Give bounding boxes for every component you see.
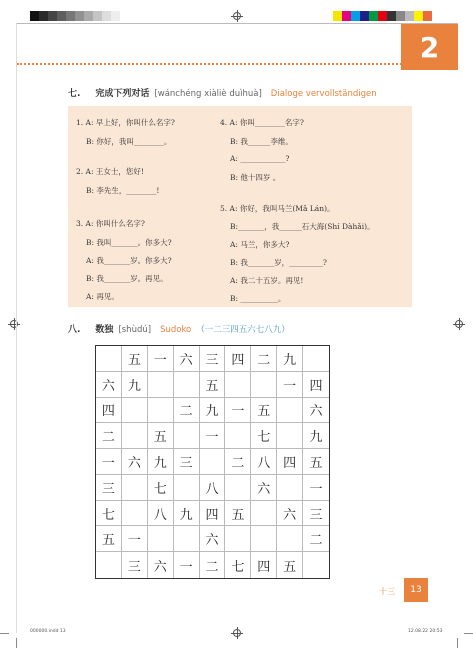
sudoku-cell: 四 xyxy=(200,501,226,527)
sudoku-cell: 二 xyxy=(96,423,122,449)
sudoku-cell: 六 xyxy=(148,552,174,578)
sudoku-cell[interactable] xyxy=(303,346,329,372)
sudoku-cell: 五 xyxy=(251,398,277,424)
sudoku-cell[interactable] xyxy=(174,423,200,449)
sudoku-cell: 三 xyxy=(174,449,200,475)
chapter-number: 2 xyxy=(419,30,440,64)
section-8-heading xyxy=(68,322,290,335)
sudoku-cell: 七 xyxy=(225,552,251,578)
dialogue-line: B: 我_______岁。再见。 xyxy=(86,274,168,283)
sudoku-cell[interactable] xyxy=(122,501,148,527)
sudoku-numerals: （一二三四五六七八九） xyxy=(196,325,290,335)
dialogue-line: B:_______，我______石大海(Shí Dàhǎi)。 xyxy=(230,222,375,231)
sudoku-cell[interactable] xyxy=(122,398,148,424)
sudoku-cell: 六 xyxy=(251,475,277,501)
dialogue-line: 4. A: 你叫________名字? xyxy=(220,118,304,127)
sudoku-cell[interactable] xyxy=(251,501,277,527)
sudoku-cell[interactable] xyxy=(148,526,174,552)
crop-mark xyxy=(457,638,458,648)
sudoku-cell: 三 xyxy=(122,552,148,578)
sudoku-cell[interactable] xyxy=(122,423,148,449)
dialogue-line: A: 我_______岁。你多大? xyxy=(86,256,172,265)
crop-mark xyxy=(16,638,17,648)
sudoku-cell[interactable] xyxy=(148,372,174,398)
sudoku-cell[interactable] xyxy=(225,526,251,552)
sudoku-cell: 八 xyxy=(148,501,174,527)
sudoku-cell: 六 xyxy=(96,372,122,398)
sudoku-cell: 六 xyxy=(200,526,226,552)
sudoku-cell: 五 xyxy=(303,449,329,475)
sudoku-cell: 五 xyxy=(225,501,251,527)
dialogue-line: B: 我______李维。 xyxy=(230,137,293,146)
registration-mark-icon xyxy=(453,318,465,330)
crop-mark xyxy=(0,633,9,634)
chapter-rule xyxy=(401,69,458,70)
page-number-badge xyxy=(404,578,428,602)
sudoku-cell: 六 xyxy=(303,398,329,424)
sudoku-cell: 二 xyxy=(303,526,329,552)
grayscale-bar xyxy=(30,11,120,21)
dialogue-line: B: 他十四岁 。 xyxy=(230,173,281,182)
sudoku-cell: 五 xyxy=(122,346,148,372)
sudoku-cell[interactable] xyxy=(96,346,122,372)
section-title: 完成下列对话 xyxy=(95,89,150,99)
dialogue-line: 3. A: 你叫什么名字? xyxy=(76,219,145,228)
sudoku-cell: 五 xyxy=(200,372,226,398)
sudoku-cell: 八 xyxy=(200,475,226,501)
section-german-title: Dialoge vervollständigen xyxy=(270,89,377,99)
sudoku-cell[interactable] xyxy=(174,372,200,398)
section-pinyin: [shùdú] xyxy=(118,325,152,335)
sudoku-cell: 九 xyxy=(303,423,329,449)
sudoku-cell[interactable] xyxy=(225,475,251,501)
dialogue-line: A: 我二十五岁。再见! xyxy=(230,276,304,285)
section-pinyin: [wánchéng xiàliè duìhuà] xyxy=(154,89,262,99)
sudoku-cell[interactable] xyxy=(277,475,303,501)
sudoku-cell: 七 xyxy=(148,475,174,501)
sudoku-cell[interactable] xyxy=(174,475,200,501)
dialogue-line: A: ____________? xyxy=(230,154,290,163)
sudoku-cell: 五 xyxy=(277,552,303,578)
sudoku-cell[interactable] xyxy=(174,526,200,552)
dialogue-line: 2. A: 王女士，您好! xyxy=(76,167,144,176)
sudoku-grid xyxy=(95,345,330,579)
sudoku-cell: 六 xyxy=(277,501,303,527)
dotted-divider xyxy=(17,63,402,65)
sudoku-cell: 四 xyxy=(96,398,122,424)
sudoku-cell[interactable] xyxy=(148,398,174,424)
page-left-border xyxy=(16,23,17,633)
sudoku-cell: 二 xyxy=(225,449,251,475)
sudoku-cell: 三 xyxy=(303,501,329,527)
sudoku-cell: 四 xyxy=(251,552,277,578)
sudoku-cell: 一 xyxy=(225,398,251,424)
sudoku-cell: 一 xyxy=(277,372,303,398)
page-number-chinese: 十三 xyxy=(379,587,395,596)
print-slug-right: 12.08.22 20:53 xyxy=(408,629,443,634)
sudoku-cell: 三 xyxy=(200,346,226,372)
sudoku-cell: 一 xyxy=(96,449,122,475)
sudoku-cell: 二 xyxy=(174,398,200,424)
dialogue-line: B: 李先生，________! xyxy=(86,186,160,195)
print-slug-left: 000000.indd 13 xyxy=(30,629,66,634)
sudoku-cell[interactable] xyxy=(277,526,303,552)
dialogue-line: B: 你好，我叫________。 xyxy=(86,137,172,146)
section-number: 七. xyxy=(68,89,81,99)
dialogue-exercise-box xyxy=(68,106,412,307)
dialogue-line: A: 再见。 xyxy=(86,292,119,301)
sudoku-cell[interactable] xyxy=(200,449,226,475)
sudoku-cell: 六 xyxy=(174,346,200,372)
registration-mark-icon xyxy=(231,627,243,639)
sudoku-cell[interactable] xyxy=(251,526,277,552)
registration-mark-icon xyxy=(231,10,243,22)
sudoku-cell: 四 xyxy=(277,449,303,475)
section-number: 八. xyxy=(68,325,81,335)
sudoku-cell: 九 xyxy=(200,398,226,424)
dialogue-line: A: 马兰，你多大? xyxy=(230,240,290,249)
sudoku-cell[interactable] xyxy=(122,475,148,501)
dialogue-line: 5. A: 你好，我叫马兰(Mǎ Lán)。 xyxy=(220,204,335,213)
sudoku-cell[interactable] xyxy=(96,552,122,578)
sudoku-cell: 九 xyxy=(148,449,174,475)
page-number: 13 xyxy=(410,585,422,595)
sudoku-cell: 五 xyxy=(96,526,122,552)
sudoku-cell: 七 xyxy=(251,423,277,449)
section-german-title: Sudoko xyxy=(160,325,192,335)
sudoku-cell[interactable] xyxy=(303,552,329,578)
sudoku-cell: 一 xyxy=(200,423,226,449)
chapter-tab xyxy=(401,24,458,70)
sudoku-cell: 四 xyxy=(225,346,251,372)
page-top-border xyxy=(16,23,458,24)
sudoku-cell[interactable] xyxy=(225,372,251,398)
crop-mark xyxy=(464,633,473,634)
sudoku-cell[interactable] xyxy=(277,398,303,424)
sudoku-cell: 九 xyxy=(277,346,303,372)
sudoku-cell: 八 xyxy=(251,449,277,475)
sudoku-cell[interactable] xyxy=(225,423,251,449)
sudoku-cell[interactable] xyxy=(251,372,277,398)
registration-mark-icon xyxy=(8,318,20,330)
sudoku-cell: 二 xyxy=(200,552,226,578)
section-title: 数独 xyxy=(95,325,114,335)
dialogue-line: B: __________。 xyxy=(230,294,286,303)
dialogue-line: B: 我叫_______。你多大? xyxy=(86,238,172,247)
sudoku-cell: 五 xyxy=(148,423,174,449)
sudoku-cell: 六 xyxy=(122,449,148,475)
sudoku-cell: 七 xyxy=(96,501,122,527)
sudoku-cell: 二 xyxy=(251,346,277,372)
section-7-heading xyxy=(68,86,377,99)
sudoku-cell: 九 xyxy=(122,372,148,398)
sudoku-cell: 四 xyxy=(303,372,329,398)
color-bar xyxy=(333,11,432,21)
dialogue-line: 1. A: 早上好，你叫什么名字? xyxy=(76,118,175,127)
sudoku-cell: 三 xyxy=(96,475,122,501)
dialogue-line: B: 我_______岁，_________? xyxy=(230,258,327,267)
sudoku-cell: 九 xyxy=(174,501,200,527)
sudoku-cell: 一 xyxy=(174,552,200,578)
sudoku-cell: 一 xyxy=(148,346,174,372)
sudoku-cell[interactable] xyxy=(277,423,303,449)
sudoku-cell: 一 xyxy=(303,475,329,501)
sudoku-cell: 一 xyxy=(122,526,148,552)
